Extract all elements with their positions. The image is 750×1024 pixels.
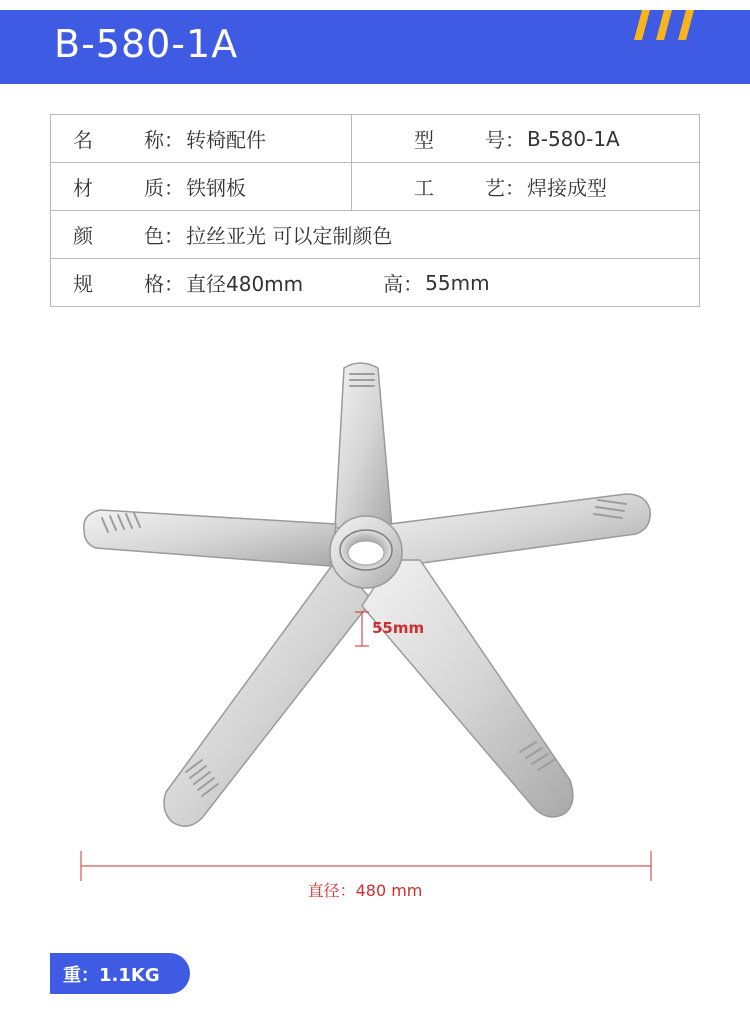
- label-char: 艺: [485, 176, 505, 200]
- spec-label: [414, 172, 505, 201]
- label-char: 材: [73, 176, 93, 200]
- spec-cell: [352, 115, 700, 163]
- colon: ：: [505, 176, 525, 200]
- label-char: 颜: [73, 224, 93, 248]
- label-char: 格: [144, 272, 164, 296]
- spec-cell: [352, 163, 700, 211]
- diameter-dimension-label: 直径：480 mm: [307, 881, 423, 900]
- label-char: 工: [414, 176, 434, 200]
- diameter-dimension-line: [81, 851, 651, 881]
- colon: ：: [403, 272, 424, 296]
- spec-value-name: 转椅配件: [186, 128, 266, 152]
- spec-label: [414, 124, 505, 153]
- label-char: 色: [144, 224, 164, 248]
- weight-badge: [50, 953, 190, 994]
- label-char: 型: [414, 128, 434, 152]
- page-title: B-580-1A: [54, 22, 239, 66]
- spec-value-height: 55mm: [425, 270, 490, 295]
- hub: [330, 516, 402, 588]
- spec-table: [50, 114, 700, 307]
- spec-label: [73, 268, 164, 297]
- colon: ：: [505, 128, 525, 152]
- label-char: 名: [73, 128, 93, 152]
- table-row: [51, 211, 700, 259]
- spec-cell: [51, 115, 352, 163]
- spec-value-material: 铁钢板: [186, 176, 246, 200]
- weight-text: 重：1.1KG: [63, 964, 160, 986]
- spec-label: [73, 124, 164, 153]
- table-row: [51, 115, 700, 163]
- stripes-decoration-icon: [630, 10, 710, 60]
- spec-label-height: 高: [383, 272, 404, 296]
- label-char: 质: [144, 176, 164, 200]
- spec-label: [73, 172, 164, 201]
- spec-cell: [51, 163, 352, 211]
- spec-cell: [51, 211, 700, 259]
- spec-value-process: 焊接成型: [527, 176, 607, 200]
- label-char: 号: [485, 128, 505, 152]
- spec-label: [73, 220, 164, 249]
- colon: ：: [164, 224, 184, 248]
- colon: ：: [164, 128, 184, 152]
- spec-value-size: 直径480mm: [186, 272, 304, 296]
- label-char: 规: [73, 272, 93, 296]
- chair-base-arms: [84, 363, 650, 826]
- label-char: 称: [144, 128, 164, 152]
- colon: ：: [164, 176, 184, 200]
- spec-cell: [51, 259, 700, 307]
- spec-value-color: 拉丝亚光 可以定制颜色: [186, 224, 393, 248]
- spec-value-model: B-580-1A: [527, 126, 620, 151]
- colon: ：: [164, 272, 184, 296]
- page-header: [0, 10, 750, 84]
- table-row: [51, 163, 700, 211]
- table-row: [51, 259, 700, 307]
- height-dimension-label: 55mm: [372, 619, 425, 637]
